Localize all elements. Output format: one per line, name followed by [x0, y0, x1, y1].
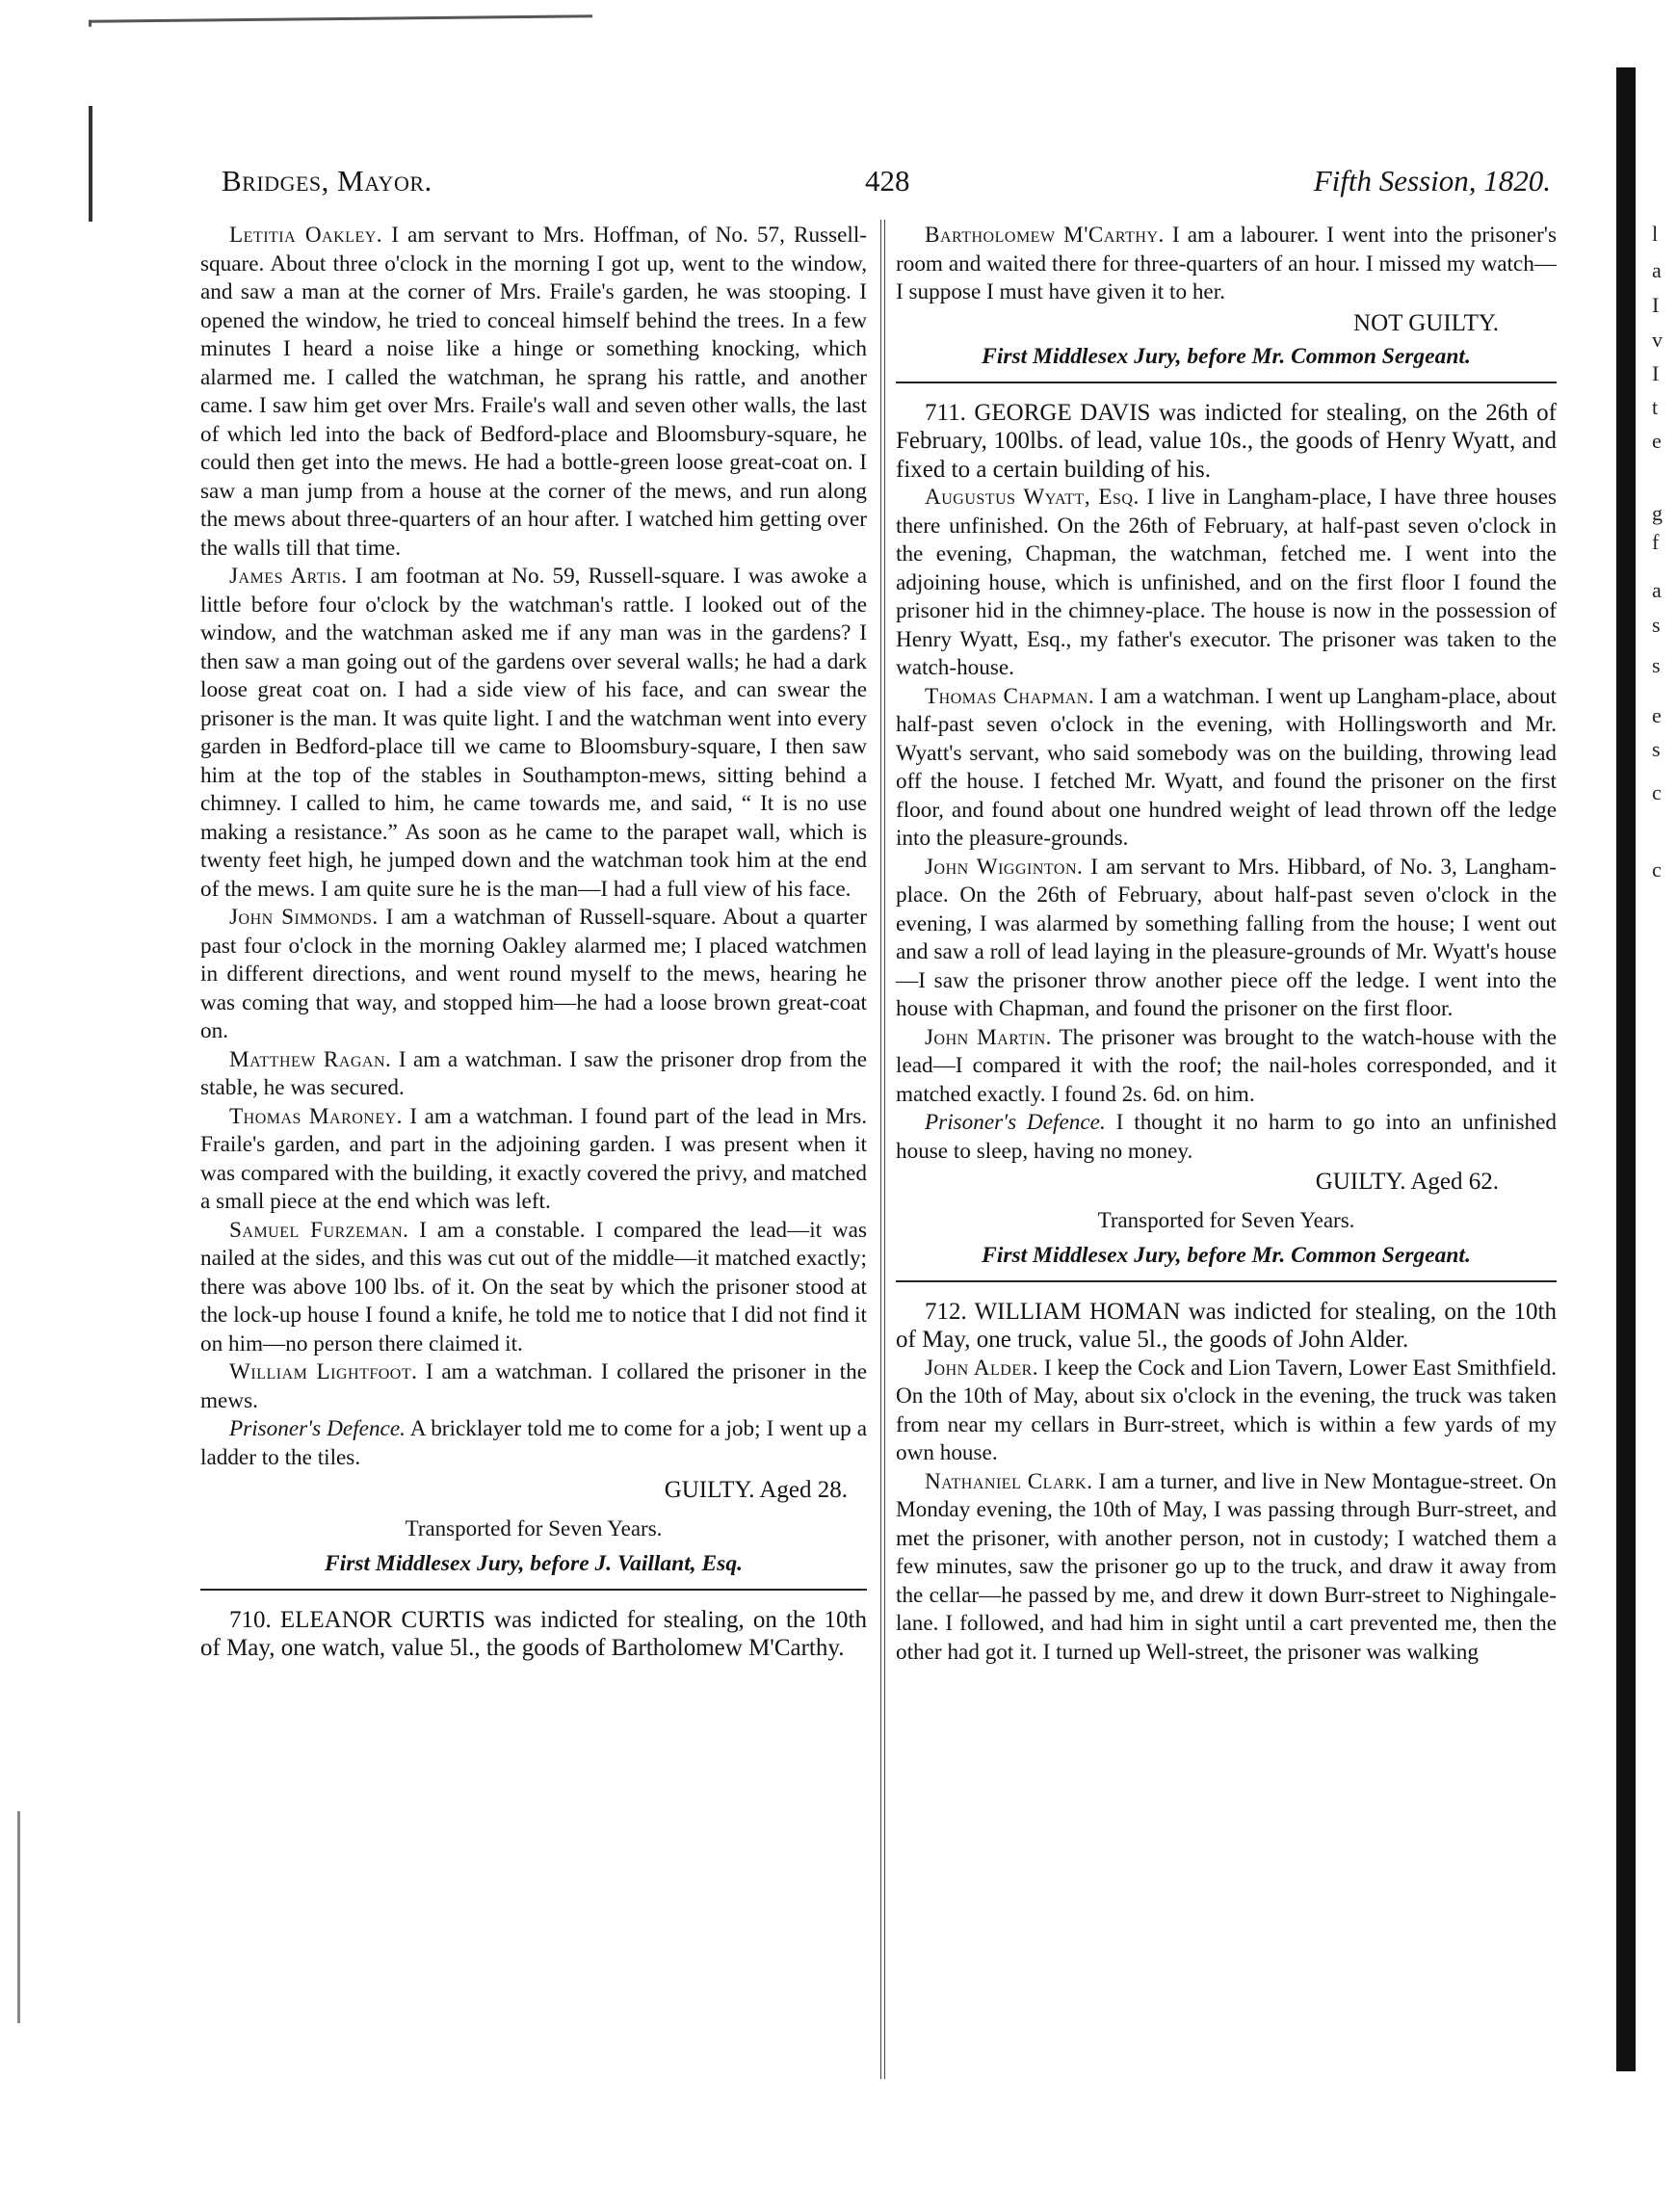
adjacent-page-fragments	[1642, 193, 1677, 1156]
margin-fragment: c	[1652, 780, 1662, 804]
testimony-text: I am a constable. I compared the lead—it was nailed at the sides, and this was cut out of the middle—it matched exactly; there was above 100 lbs. of it. On the seat by which the prisoner stood at the lock-up house I found a knife, he told me to notice that I did not find it on him—no person there claimed it.	[200, 1217, 867, 1356]
column-divider	[880, 220, 885, 2079]
case-separator-rule	[896, 382, 1557, 383]
jury-line: First Middlesex Jury, before Mr. Common Sergeant.	[982, 1243, 1471, 1268]
witness-name: John Martin.	[925, 1024, 1052, 1050]
testimony-paragraph	[896, 484, 1557, 683]
page-edge-shadow	[1616, 67, 1636, 2071]
jury-line: First Middlesex Jury, before J. Vaillant, Esq.	[325, 1551, 743, 1576]
testimony-text: I am a watchman of Russell-square. About a quarter past four o'clock in the morning Oakley alarmed me; I placed watchmen in different directions, and went round myself to the mews, hearing he was coming that way, and stopped him—he had a loose brown great-coat on.	[200, 905, 867, 1043]
margin-fragment: s	[1652, 737, 1661, 761]
testimony-text: I am servant to Mrs. Hoffman, of No. 57, Russell-square. About three o'clock in the morning I got up, went to the window, and saw a man at the corner of Mrs. Fraile's garden, he was stooping. I opened the window, he tried to conceal himself behind the trees. In a few minutes I heard a noise like a hinge or something knocking, which alarmed me. I called the watchman, he sprang his rattle, and another came. I saw him get over Mrs. Fraile's wall and seven other walls, the last of which led into the back of Bedford-place and Bloomsbury-square, he could then get into the mews. He had a bottle-green loose great-coat on. I saw a man jump from a house at the corner of the mews, and run along the mews about three-quarters of an hour after. I watched him getting over the walls till that time.	[200, 223, 867, 561]
case-heading: 711. GEORGE DAVIS was indicted for stealing, on the 26th of February, 100lbs. of lead, value 10s., the goods of Henry Wyatt, and fixed to a certain building of his.	[896, 399, 1557, 483]
testimony-paragraph	[896, 1355, 1557, 1468]
right-column	[896, 222, 1557, 1667]
defence-text: A bricklayer told me to come for a job; I went up a ladder to the tiles.	[200, 1416, 867, 1470]
defence-paragraph	[896, 1109, 1557, 1166]
page-number: 428	[865, 164, 910, 198]
witness-name: Samuel Furzeman.	[229, 1217, 409, 1243]
testimony-text: The prisoner was brought to the watch-house with the lead—I compared it with the roof; the nail-holes corresponded, and it matched exactly. I found 2s. 6d. on him.	[896, 1024, 1557, 1107]
verdict: NOT GUILTY.	[1353, 309, 1499, 336]
margin-fragment: e	[1652, 429, 1662, 453]
scan-artifact-left-lower	[17, 1811, 20, 2023]
margin-fragment: c	[1652, 857, 1662, 882]
margin-fragment: s	[1652, 613, 1661, 637]
case-separator-rule	[200, 1589, 867, 1591]
witness-name: Thomas Chapman.	[925, 683, 1095, 709]
margin-fragment: I	[1652, 361, 1660, 385]
margin-fragment: a	[1652, 578, 1662, 602]
witness-name: John Alder.	[925, 1355, 1039, 1381]
witness-name: John Wigginton.	[925, 854, 1084, 880]
witness-name: Letitia Oakley.	[229, 223, 383, 248]
defence-label: Prisoner's Defence.	[229, 1416, 406, 1441]
testimony-text: I am footman at No. 59, Russell-square. I was awoke a little before four o'clock by the watchman's rattle. I looked out of the window, and the watchman asked me if any man was in the gardens? I then saw a man going out of the gardens over several walls; he had a dark loose great coat on. I had a side view of his face, and can swear the prisoner is the man. It was quite light. I and the watchman went into every garden in Bedford-place till we came to Bloomsbury-square, I then saw him at the top of the stables in Southampton-mews, sitting behind a chimney. I called to him, he came towards me, and said, “ It is no use making a resistance.” As soon as he came to the parapet wall, which is twenty feet high, he jumped down and the watchman took him at the end of the mews. I am quite sure he is the man—I had a full view of his face.	[200, 564, 867, 902]
verdict: GUILTY. Aged 28.	[664, 1477, 848, 1503]
defence-text: I thought it no harm to go into an unfinished house to sleep, having no money.	[896, 1110, 1557, 1164]
testimony-text: I am a watchman. I found part of the lead in Mrs. Fraile's garden, and part in the adjoining garden. I was present when it was compared with the building, it exactly covered the privy, and matched a small piece at the end which was left.	[200, 1103, 868, 1214]
sentence: Transported for Seven Years.	[405, 1515, 663, 1540]
testimony-text: I am servant to Mrs. Hibbard, of No. 3, Langham-place. On the 26th of February, about half-past seven o'clock in the evening, I was alarmed by something falling from the house; I went out and saw a roll of lead laying in the pleasure-grounds of Mr. Wyatt's house—I saw the prisoner throw another piece off the ledge. I went into the house with Chapman, and found the prisoner on the first floor.	[896, 854, 1557, 1021]
running-head-left	[222, 164, 432, 198]
testimony-paragraph	[200, 1358, 867, 1415]
case-separator-rule	[896, 1280, 1557, 1282]
margin-fragment: a	[1652, 258, 1662, 282]
witness-name: Matthew Ragan.	[229, 1046, 392, 1072]
page-header	[222, 164, 1551, 206]
margin-fragment: e	[1652, 703, 1662, 727]
sentence: Transported for Seven Years.	[1097, 1207, 1355, 1232]
witness-name: William Lightfoot.	[229, 1359, 418, 1384]
testimony-paragraph	[200, 1046, 867, 1103]
witness-name: James Artis.	[229, 564, 348, 589]
testimony-text: I am a labourer. I went into the prisoner's room and waited there for three-quarters of an hour. I missed my watch—I suppose I must have given it to her.	[896, 223, 1557, 304]
testimony-paragraph	[896, 222, 1557, 307]
testimony-paragraph	[896, 1024, 1557, 1110]
testimony-text: I live in Langham-place, I have three houses there unfinished. On the 26th of February, at half-past seven o'clock in the evening, Chapman, the watchman, fetched me. I went into the adjoining house, which is unfinished, and on the first floor I found the prisoner hid in the chimney-place. The house is now in the possession of Henry Wyatt, Esq., my father's executor. The prisoner was taken to the watch-house.	[896, 485, 1557, 680]
testimony-paragraph	[896, 683, 1557, 854]
defence-paragraph	[200, 1415, 867, 1472]
testimony-text: I am a watchman. I went up Langham-place, about half-past seven o'clock in the evening, with Hollingsworth and Mr. Wyatt's servant, who said somebody was on the building, throwing lead off the house. I fetched Mr. Wyatt, and found the prisoner on the first floor, and found about one hundred weight of lead thrown off the ledge into the pleasure-grounds.	[896, 683, 1558, 851]
testimony-paragraph	[200, 904, 867, 1046]
running-head-right: Fifth Session, 1820.	[1313, 164, 1551, 198]
case-heading: 710. ELEANOR CURTIS was indicted for stealing, on the 10th of May, one watch, value 5l., the goods of Bartholomew M'Carthy.	[200, 1606, 867, 1661]
left-column	[200, 222, 867, 1663]
testimony-text: I am a watchman. I collared the prisoner in the mews.	[200, 1359, 867, 1413]
scan-artifact-top	[89, 14, 592, 26]
margin-fragment: v	[1652, 328, 1663, 352]
testimony-paragraph	[200, 222, 867, 563]
testimony-paragraph	[896, 1468, 1557, 1668]
testimony-paragraph	[200, 563, 867, 904]
testimony-text: I am a turner, and live in New Montague-street. On Monday evening, the 10th of May, I was passing through Burr-street, and met the prisoner, with another person, not in custody; I watched them a few minutes, saw the prisoner go up to the truck, and draw it away from the cellar—he passed by me, and drew it down Burr-street to Nighingale-lane. I followed, and had him in sight until a cart prevented me, then the other had got it. I turned up Well-street, the prisoner was walking	[896, 1468, 1557, 1665]
testimony-paragraph	[200, 1217, 867, 1359]
margin-fragment: t	[1652, 395, 1659, 419]
margin-fragment: l	[1652, 222, 1659, 246]
witness-name: John Simmonds.	[229, 905, 379, 930]
running-head-left-text: Bridges, Mayor.	[222, 164, 432, 198]
margin-fragment: f	[1652, 530, 1660, 554]
testimony-paragraph	[200, 1103, 867, 1217]
jury-line: First Middlesex Jury, before Mr. Common Sergeant.	[982, 344, 1471, 369]
witness-name: Nathaniel Clark.	[925, 1468, 1093, 1494]
witness-name: Augustus Wyatt, Esq.	[925, 485, 1140, 510]
testimony-paragraph	[896, 854, 1557, 1024]
case-heading: 712. WILLIAM HOMAN was indicted for stealing, on the 10th of May, one truck, value 5l., the goods of John Alder.	[896, 1298, 1557, 1353]
verdict: GUILTY. Aged 62.	[1315, 1169, 1499, 1195]
testimony-text: I am a watchman. I saw the prisoner drop from the stable, he was secured.	[200, 1046, 868, 1100]
scan-artifact-left	[89, 106, 92, 222]
margin-fragment: s	[1652, 653, 1661, 677]
testimony-text: I keep the Cock and Lion Tavern, Lower East Smithfield. On the 10th of May, about six o'clock in the evening, the truck was taken from near my cellars in Burr-street, which is within a few yards of my own house.	[896, 1355, 1557, 1465]
margin-fragment: I	[1652, 293, 1660, 317]
witness-name: Bartholomew M'Carthy.	[925, 223, 1165, 248]
witness-name: Thomas Maroney.	[229, 1103, 403, 1129]
defence-label: Prisoner's Defence.	[925, 1110, 1106, 1135]
margin-fragment: g	[1652, 501, 1663, 525]
